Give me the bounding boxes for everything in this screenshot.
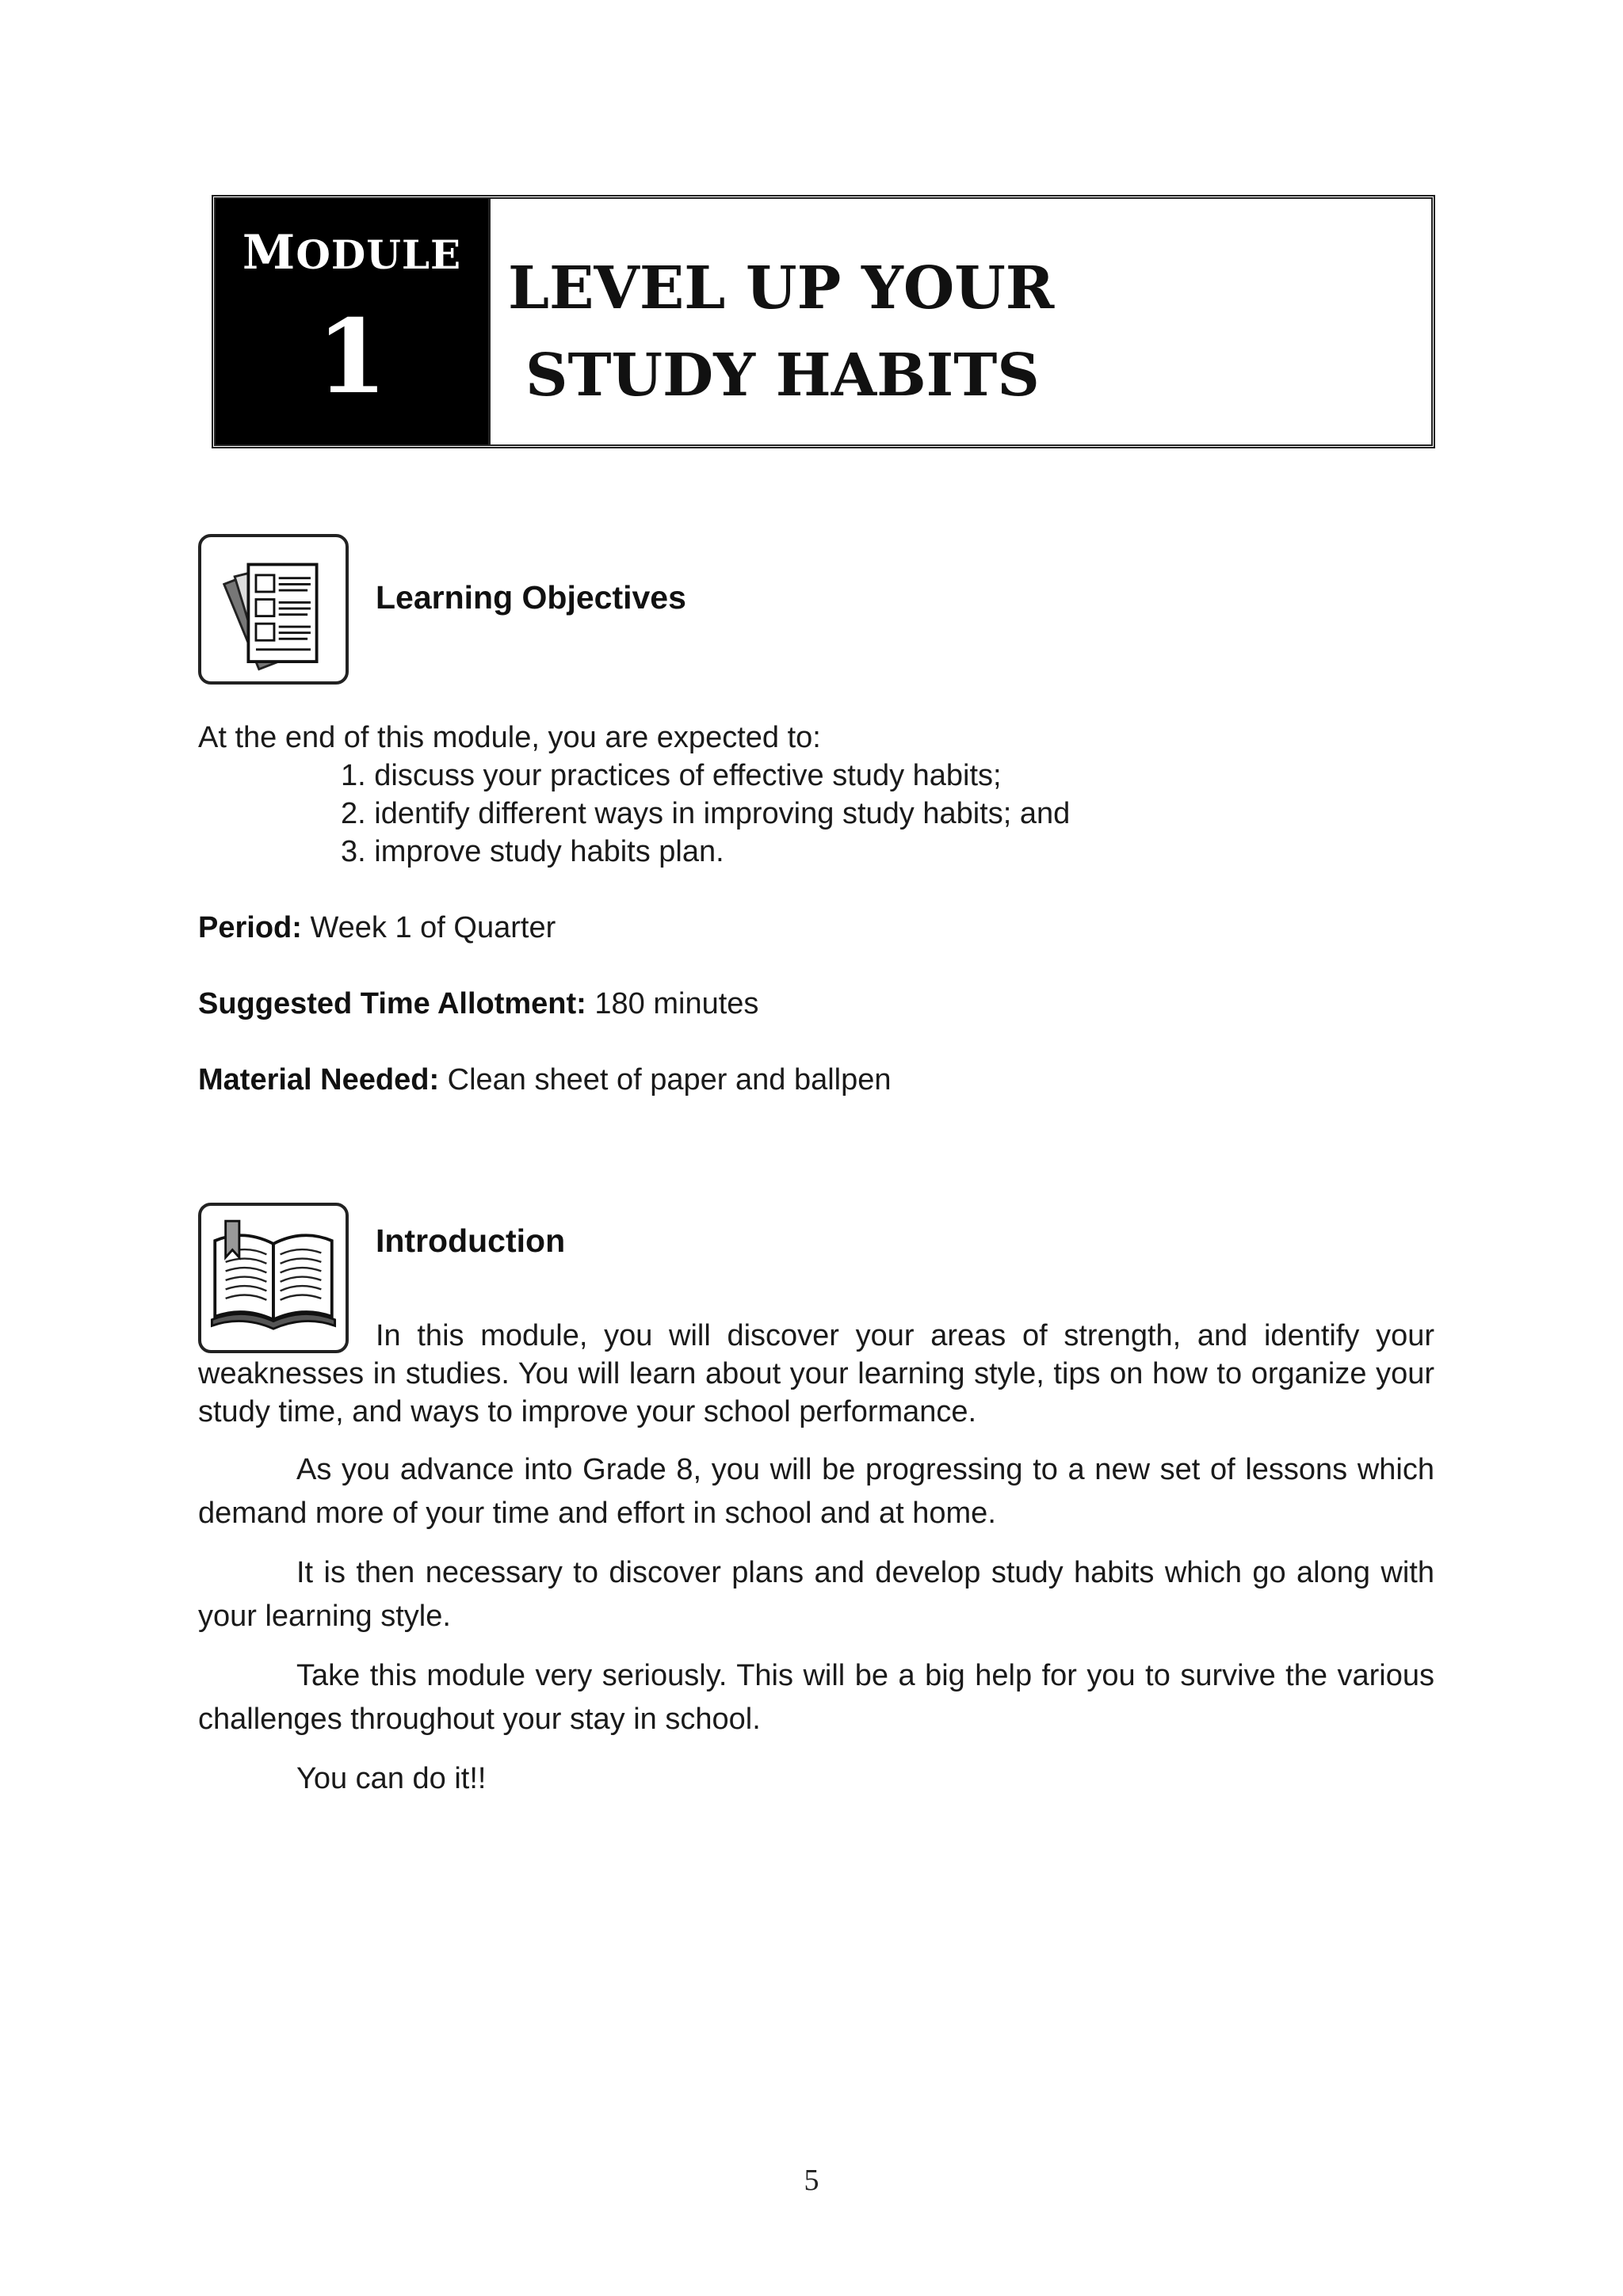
module-label-rest: ODULE [296,231,462,278]
material-needed-label: Material Needed: [198,1063,440,1097]
objective-item: 2. identify different ways in improving study habits; and [341,797,1071,830]
module-header [212,195,1435,448]
time-allotment-label: Suggested Time Allotment: [198,987,586,1020]
objective-item: 3. improve study habits plan. [341,835,724,868]
module-label [242,225,462,280]
time-allotment-line [198,987,758,1021]
intro-paragraph-1 [198,1317,1434,1431]
intro-paragraph-4: Take this module very seriously. This will be a big help for you to survive the various challenges throughout your stay in school. [198,1659,1434,1736]
intro-paragraph-1-text: In this module, you will discover your areas of strength, and identify your weaknesses in studies. You will learn about your learning style, tips on how to organize your study time, and ways to improve your school performance. [198,1319,1434,1428]
period-label: Period: [198,911,302,944]
intro-paragraph-5: You can do it!! [296,1762,487,1795]
introduction-heading: Introduction [376,1222,566,1259]
module-number-block [216,199,491,444]
module-label-initial: M [242,225,296,280]
learning-objectives-heading: Learning Objectives [376,579,686,616]
page-number: 5 [804,2164,819,2197]
period-line [198,911,556,945]
objective-item: 1. discuss your practices of effective study habits; [341,759,1002,792]
module-title-line-2: STUDY HABITS [525,341,1040,410]
module-title-line-1: LEVEL UP YOUR [508,254,1055,322]
time-allotment-value: 180 minutes [594,987,759,1020]
material-needed-value: Clean sheet of paper and ballpen [447,1063,892,1097]
module-number: 1 [316,298,388,417]
intro-paragraph-3: It is then necessary to discover plans and develop study habits which go along with your learning style. [198,1556,1434,1633]
documents-icon [198,534,349,685]
intro-paragraph-2: As you advance into Grade 8, you will be progressing to a new set of lessons which demand more of your time and effort in school and at home. [198,1453,1434,1530]
objectives-intro: At the end of this module, you are expected to: [198,721,821,754]
module-title [491,199,1431,444]
objectives-list [341,757,1070,871]
period-value: Week 1 of Quarter [310,911,556,944]
material-needed-line [198,1063,892,1097]
